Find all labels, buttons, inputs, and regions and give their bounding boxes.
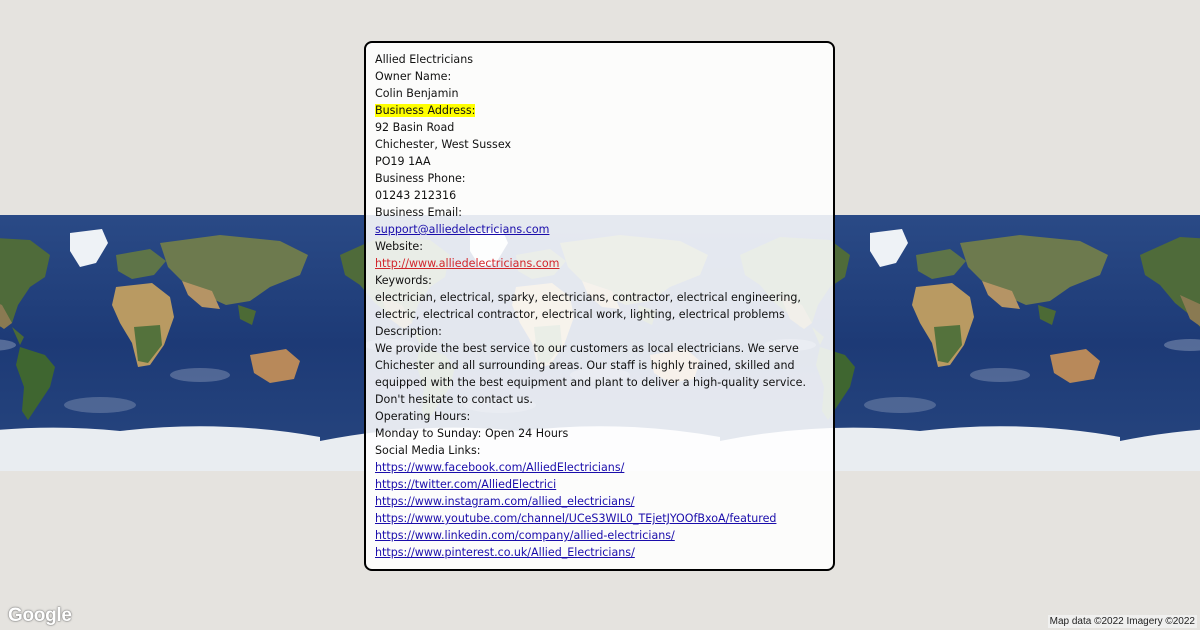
website-link[interactable]: http://www.alliedelectricians.com	[375, 257, 560, 270]
twitter-link[interactable]: https://twitter.com/AlliedElectrici	[375, 478, 557, 491]
postcode: PO19 1AA	[375, 155, 431, 168]
map-attribution[interactable]: Map data ©2022 Imagery ©2022	[1049, 616, 1195, 627]
address-label: Business Address:	[375, 104, 476, 117]
address-line-1: 92 Basin Road	[375, 121, 455, 134]
instagram-link[interactable]: https://www.instagram.com/allied_electricians/	[375, 495, 635, 508]
facebook-link[interactable]: https://www.facebook.com/AlliedElectricians/	[375, 461, 625, 474]
pinterest-link[interactable]: https://www.pinterest.co.uk/Allied_Electricians/	[375, 546, 635, 559]
hours-text: Monday to Sunday: Open 24 Hours	[375, 427, 569, 440]
owner-name: Colin Benjamin	[375, 87, 459, 100]
owner-label: Owner Name:	[375, 70, 452, 83]
hours-label: Operating Hours:	[375, 410, 471, 423]
linkedin-link[interactable]: https://www.linkedin.com/company/allied-electricians/	[375, 529, 675, 542]
google-logo[interactable]: Google	[8, 605, 72, 626]
keywords-text: electrician, electrical, sparky, electricians, contractor, electrical engineering, electric, electrical contractor, electrical work, lighting, electrical problems	[375, 291, 801, 321]
social-label: Social Media Links:	[375, 444, 481, 457]
business-info-window	[364, 41, 835, 571]
keywords-label: Keywords:	[375, 274, 432, 287]
business-name: Allied Electricians	[375, 53, 474, 66]
youtube-link[interactable]: https://www.youtube.com/channel/UCeS3WIL0_TEjetJYOOfBxoA/featured	[375, 512, 777, 525]
phone-label: Business Phone:	[375, 172, 466, 185]
phone-number: 01243 212316	[375, 189, 457, 202]
description-text: We provide the best service to our customers as local electricians. We serve Chichester and all surrounding areas. Our staff is highly trained, skilled and equipped with the best equipment and plant to deliver a high-quality service. Don't hesitate to contact us.	[375, 342, 806, 406]
website-label: Website:	[375, 240, 423, 253]
email-link[interactable]: support@alliedelectricians.com	[375, 223, 550, 236]
address-line-2: Chichester, West Sussex	[375, 138, 512, 151]
description-label: Description:	[375, 325, 442, 338]
email-label: Business Email:	[375, 206, 462, 219]
